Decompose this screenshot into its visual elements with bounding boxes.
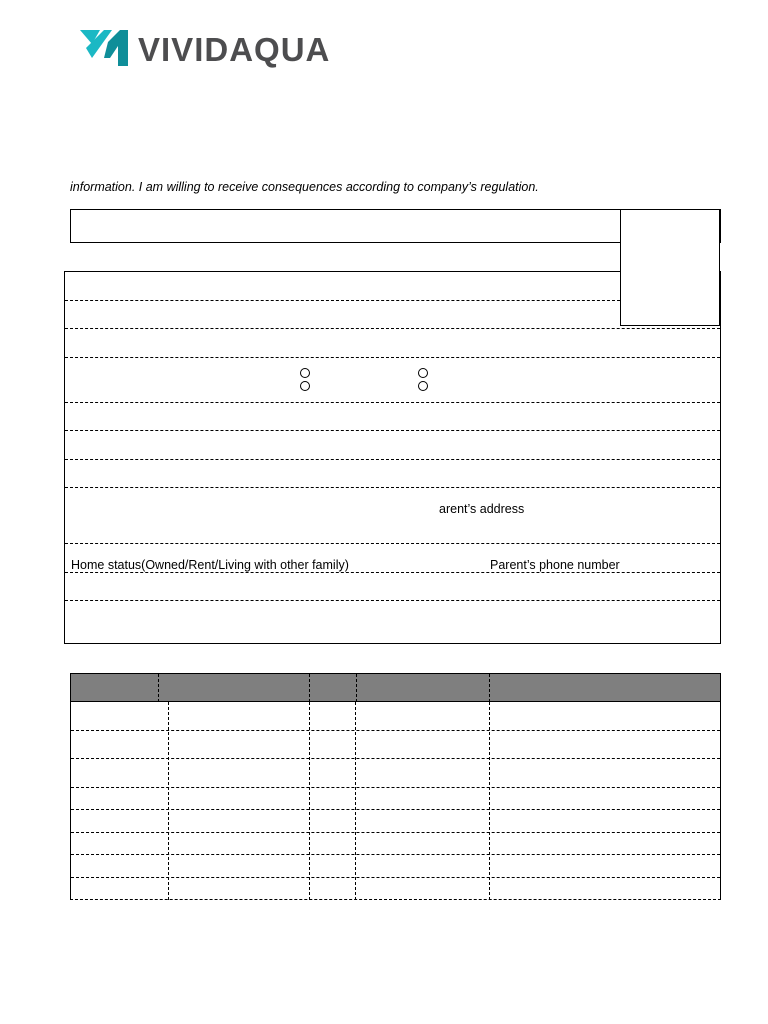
parent-address-label: arent’s address [439, 502, 525, 516]
column-divider [309, 702, 310, 900]
table-row[interactable] [71, 854, 720, 855]
radio-option[interactable] [300, 381, 310, 391]
column-divider [355, 702, 356, 900]
table-row[interactable] [71, 832, 720, 833]
radio-option[interactable] [418, 381, 428, 391]
table-row[interactable] [71, 787, 720, 788]
table-row[interactable] [71, 809, 720, 810]
parent-phone-label: Parent’s phone number [490, 558, 620, 572]
row-divider [65, 357, 720, 358]
header-divider [158, 674, 159, 702]
header-divider [356, 674, 357, 702]
row-divider [65, 402, 720, 403]
table-row[interactable] [71, 730, 720, 731]
table-row[interactable] [71, 877, 720, 878]
radio-option[interactable] [300, 368, 310, 378]
row-divider [65, 600, 720, 601]
table-row[interactable] [71, 758, 720, 759]
row-divider [65, 487, 720, 488]
declaration-text: information. I am willing to receive consequences according to company’s regulation. [70, 180, 539, 194]
table-header [70, 673, 721, 702]
column-divider [168, 702, 169, 900]
header-divider [489, 674, 490, 702]
row-divider [65, 328, 720, 329]
radio-option[interactable] [418, 368, 428, 378]
home-status-label: Home status(Owned/Rent/Living with other family) [71, 558, 349, 572]
row-divider [65, 430, 720, 431]
column-divider [489, 702, 490, 900]
row-divider [65, 300, 620, 301]
personal-info-section [64, 271, 721, 644]
row-divider [65, 459, 720, 460]
row-divider [65, 572, 720, 573]
vividaqua-logo-icon [78, 28, 130, 68]
row-divider [65, 543, 720, 544]
header-divider [309, 674, 310, 702]
brand-wordmark: VIVIDAQUA [138, 31, 331, 68]
photo-box[interactable] [620, 209, 720, 326]
